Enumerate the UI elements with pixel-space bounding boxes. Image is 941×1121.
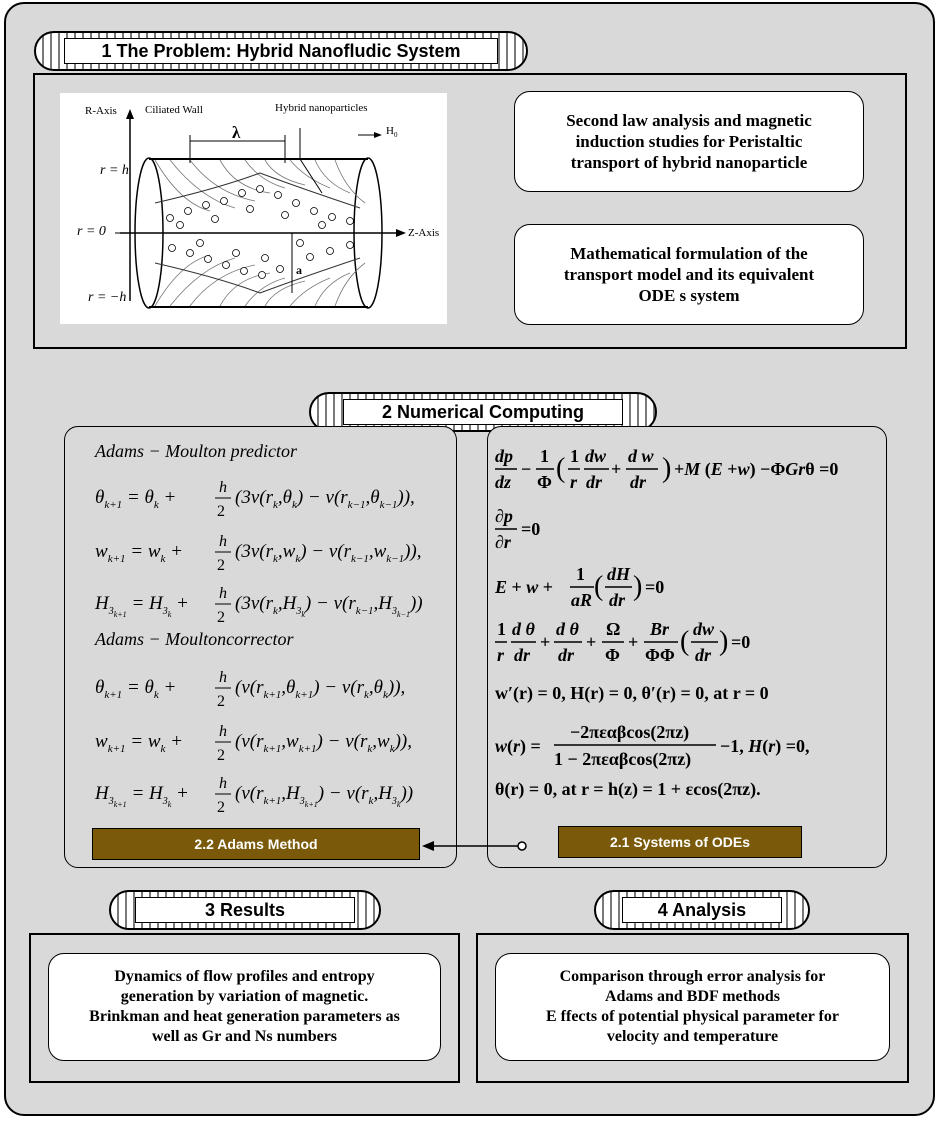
- svg-text:): ): [633, 571, 643, 602]
- svg-text:d θ: d θ: [556, 619, 579, 639]
- svg-text:wk+1 = wk +: $w_{k+1} = w_k$ +: [95, 541, 183, 565]
- svg-text:(3v(rk,H3k) − v(rk−1,H3k−1)): $(3v(r_k,H_3k) - v(r_{k-1},H_3k-1))$: [235, 593, 423, 619]
- svg-text:h: h: [219, 723, 227, 740]
- svg-text:+: +: [586, 632, 597, 652]
- svg-text:h: h: [219, 479, 227, 496]
- ciliated-wall-label: Ciliated Wall: [145, 104, 203, 116]
- r-minus-h-label: r = −h: [88, 290, 127, 305]
- svg-text:): ): [662, 453, 672, 484]
- section3-header: 3 Results: [135, 897, 355, 923]
- analysis-card: [495, 953, 890, 1061]
- corrector-title: Adams − Moultoncorrector: [95, 629, 294, 649]
- results-line-4: well as Gr and Ns numbers: [151, 1028, 338, 1045]
- r-0-label: r = 0: [77, 224, 106, 239]
- svg-text:dr: dr: [558, 645, 575, 665]
- svg-text:−: −: [521, 459, 532, 479]
- svg-text:θk+1 = θk +: $\theta_{k+1} = \theta_k$ +: [95, 677, 177, 701]
- svg-text:dH: dH: [607, 564, 631, 584]
- formulation-line-3: ODE s system: [638, 286, 740, 305]
- section1-header: 1 The Problem: Hybrid Nanofludic System: [64, 38, 498, 64]
- svg-text:Ω: Ω: [606, 619, 621, 639]
- svg-text:dr: dr: [695, 645, 712, 665]
- svg-text:Br: Br: [650, 619, 670, 639]
- svg-text:1: 1: [570, 446, 579, 466]
- svg-text:1: 1: [497, 619, 506, 639]
- svg-text:θk+1 = θk +: $\theta_{k+1} = \theta_k$ +: [95, 487, 177, 511]
- z-axis-label: Z-Axis: [408, 227, 440, 239]
- results-card: [48, 953, 441, 1061]
- svg-text:(v(rk+1,θk+1) − v(rk,θk)),: $(v(r_{k+1},\theta_{k+1}) - v(r_k,\theta_k))$,: [235, 677, 406, 701]
- svg-text:dr: dr: [609, 590, 626, 610]
- svg-text:w(r) =: w(r) =: [495, 736, 541, 756]
- svg-text:dw: dw: [693, 619, 715, 639]
- second-law-text: [566, 110, 812, 173]
- svg-text:2: 2: [217, 747, 225, 764]
- svg-text:∂r: ∂r: [495, 532, 511, 552]
- svg-text:(v(rk+1,H3k+1) − v(rk,H3k)): $(v(r_{k+1},H_3k+1) - v(r_k,H_3k))$: [235, 783, 414, 809]
- analysis-line-4: velocity and temperature: [606, 1028, 779, 1045]
- svg-text:h: h: [219, 585, 227, 602]
- adams-method-label: 2.2 Adams Method: [92, 828, 420, 860]
- svg-text:2: 2: [217, 693, 225, 710]
- svg-text:2: 2: [217, 503, 225, 520]
- section2-header: 2 Numerical Computing: [343, 399, 623, 425]
- svg-text:+: +: [628, 632, 639, 652]
- svg-text:dr: dr: [630, 472, 647, 492]
- svg-text:−1, H(r) =0,: −1, H(r) =0,: [720, 736, 810, 756]
- svg-text:−2πεαβcos(2πz): −2πεαβcos(2πz): [570, 722, 690, 742]
- formulation-card: [514, 224, 864, 325]
- h0-sub: 0: [393, 131, 398, 140]
- svg-text:H3k+1 = H3k +: $H_3k+1 = H_3k$ +: [95, 783, 189, 809]
- svg-text:1: 1: [576, 564, 585, 584]
- svg-text:(3v(rk,θk) − v(rk−1,θk−1)),: $(3v(r_k,\theta_k) - v(r_{k-1},\theta_{k-1}))$,: [235, 487, 415, 511]
- r-h-label: r = h: [100, 163, 129, 178]
- formulation-line-1: Mathematical formulation of the: [570, 244, 808, 263]
- svg-text:(: (: [594, 571, 604, 602]
- adams-panel: [64, 426, 457, 868]
- systems-of-odes-label: 2.1 Systems of ODEs: [558, 826, 802, 858]
- r-axis-label: R-Axis: [85, 105, 117, 117]
- svg-text:ΦΦ: ΦΦ: [645, 645, 675, 665]
- section4-header: 4 Analysis: [622, 897, 782, 923]
- svg-text:1 − 2πεαβcos(2πz): 1 − 2πεαβcos(2πz): [554, 749, 692, 769]
- svg-text:+M (E +w) −ΦGrθ =0: +M (E +w) −ΦGrθ =0: [674, 459, 839, 479]
- svg-text:aR: aR: [571, 590, 593, 610]
- svg-text:1: 1: [540, 446, 549, 466]
- svg-text:2: 2: [217, 799, 225, 816]
- svg-text:(: (: [556, 453, 566, 484]
- h0-letter: H: [386, 125, 394, 137]
- nanofluid-figure: [60, 93, 447, 324]
- results-line-3: Brinkman and heat generation parameters as: [89, 1008, 400, 1025]
- lambda-label: λ: [232, 123, 241, 142]
- svg-text:r: r: [497, 645, 505, 665]
- svg-text:(: (: [680, 626, 690, 657]
- svg-text:dp: dp: [495, 446, 513, 466]
- svg-text:2: 2: [217, 557, 225, 574]
- svg-text:h: h: [219, 533, 227, 550]
- svg-text:∂p: ∂p: [495, 506, 513, 526]
- svg-text:(3v(rk,wk) − v(rk−1,wk−1)),: $(3v(r_k,w_k) - v(r_{k-1},w_{k-1}))$,: [235, 541, 422, 565]
- svg-text:dz: dz: [495, 472, 512, 492]
- svg-text:=0: =0: [645, 577, 665, 597]
- second-law-line-2: induction studies for Peristaltic: [575, 132, 803, 151]
- svg-text:dr: dr: [514, 645, 531, 665]
- svg-text:dw: dw: [585, 446, 607, 466]
- a-label: a: [296, 263, 302, 277]
- svg-text:): ): [719, 626, 729, 657]
- results-line-2: generation by variation of magnetic.: [120, 988, 369, 1005]
- svg-text:r: r: [570, 472, 578, 492]
- svg-text:=0: =0: [731, 632, 751, 652]
- second-law-line-1: Second law analysis and magnetic: [566, 111, 812, 130]
- results-line-1: Dynamics of flow profiles and entropy: [114, 968, 375, 985]
- adams-equations: [65, 427, 455, 827]
- svg-text:=0: =0: [521, 519, 541, 539]
- bc1-text: w′(r) = 0, H(r) = 0, θ′(r) = 0, at r = 0: [495, 683, 769, 703]
- svg-text:dr: dr: [586, 472, 603, 492]
- section3-header-scroll: [109, 890, 381, 930]
- formulation-line-2: transport model and its equivalent: [563, 265, 815, 284]
- second-law-line-3: transport of hybrid nanoparticle: [570, 153, 808, 172]
- svg-text:d w: d w: [628, 446, 654, 466]
- svg-text:d θ: d θ: [512, 619, 535, 639]
- section4-header-scroll: [594, 890, 810, 930]
- section1-header-scroll: [34, 31, 528, 71]
- svg-text:h: h: [219, 775, 227, 792]
- results-text: [89, 967, 400, 1047]
- h0-label: [386, 125, 397, 139]
- analysis-text: [546, 967, 839, 1047]
- svg-text:(v(rk+1,wk+1) − v(rk,wk)),: $(v(r_{k+1},w_{k+1}) - v(r_k,w_k))$,: [235, 731, 412, 755]
- svg-text:2: 2: [217, 609, 225, 626]
- svg-text:+: +: [540, 632, 551, 652]
- bc3-text: θ(r) = 0, at r = h(z) = 1 + εcos(2πz).: [495, 779, 761, 799]
- svg-text:E + w +: E + w +: [495, 577, 554, 597]
- formulation-text: [564, 243, 814, 306]
- analysis-line-3: E ffects of potential physical parameter for: [546, 1008, 839, 1025]
- svg-text:+: +: [611, 459, 622, 479]
- analysis-line-1: Comparison through error analysis for: [559, 968, 826, 985]
- svg-text:H3k+1 = H3k +: $H_3k+1 = H_3k$ +: [95, 593, 189, 619]
- svg-text:h: h: [219, 669, 227, 686]
- svg-text:Φ: Φ: [605, 645, 620, 665]
- svg-text:Φ: Φ: [537, 472, 552, 492]
- predictor-title: Adams − Moulton predictor: [95, 441, 297, 461]
- second-law-card: [514, 91, 864, 192]
- connector-arrow: [420, 836, 530, 856]
- svg-text:wk+1 = wk +: $w_{k+1} = w_k$ +: [95, 731, 183, 755]
- analysis-line-2: Adams and BDF methods: [604, 988, 780, 1005]
- hybrid-nanoparticles-label: Hybrid nanoparticles: [275, 102, 368, 114]
